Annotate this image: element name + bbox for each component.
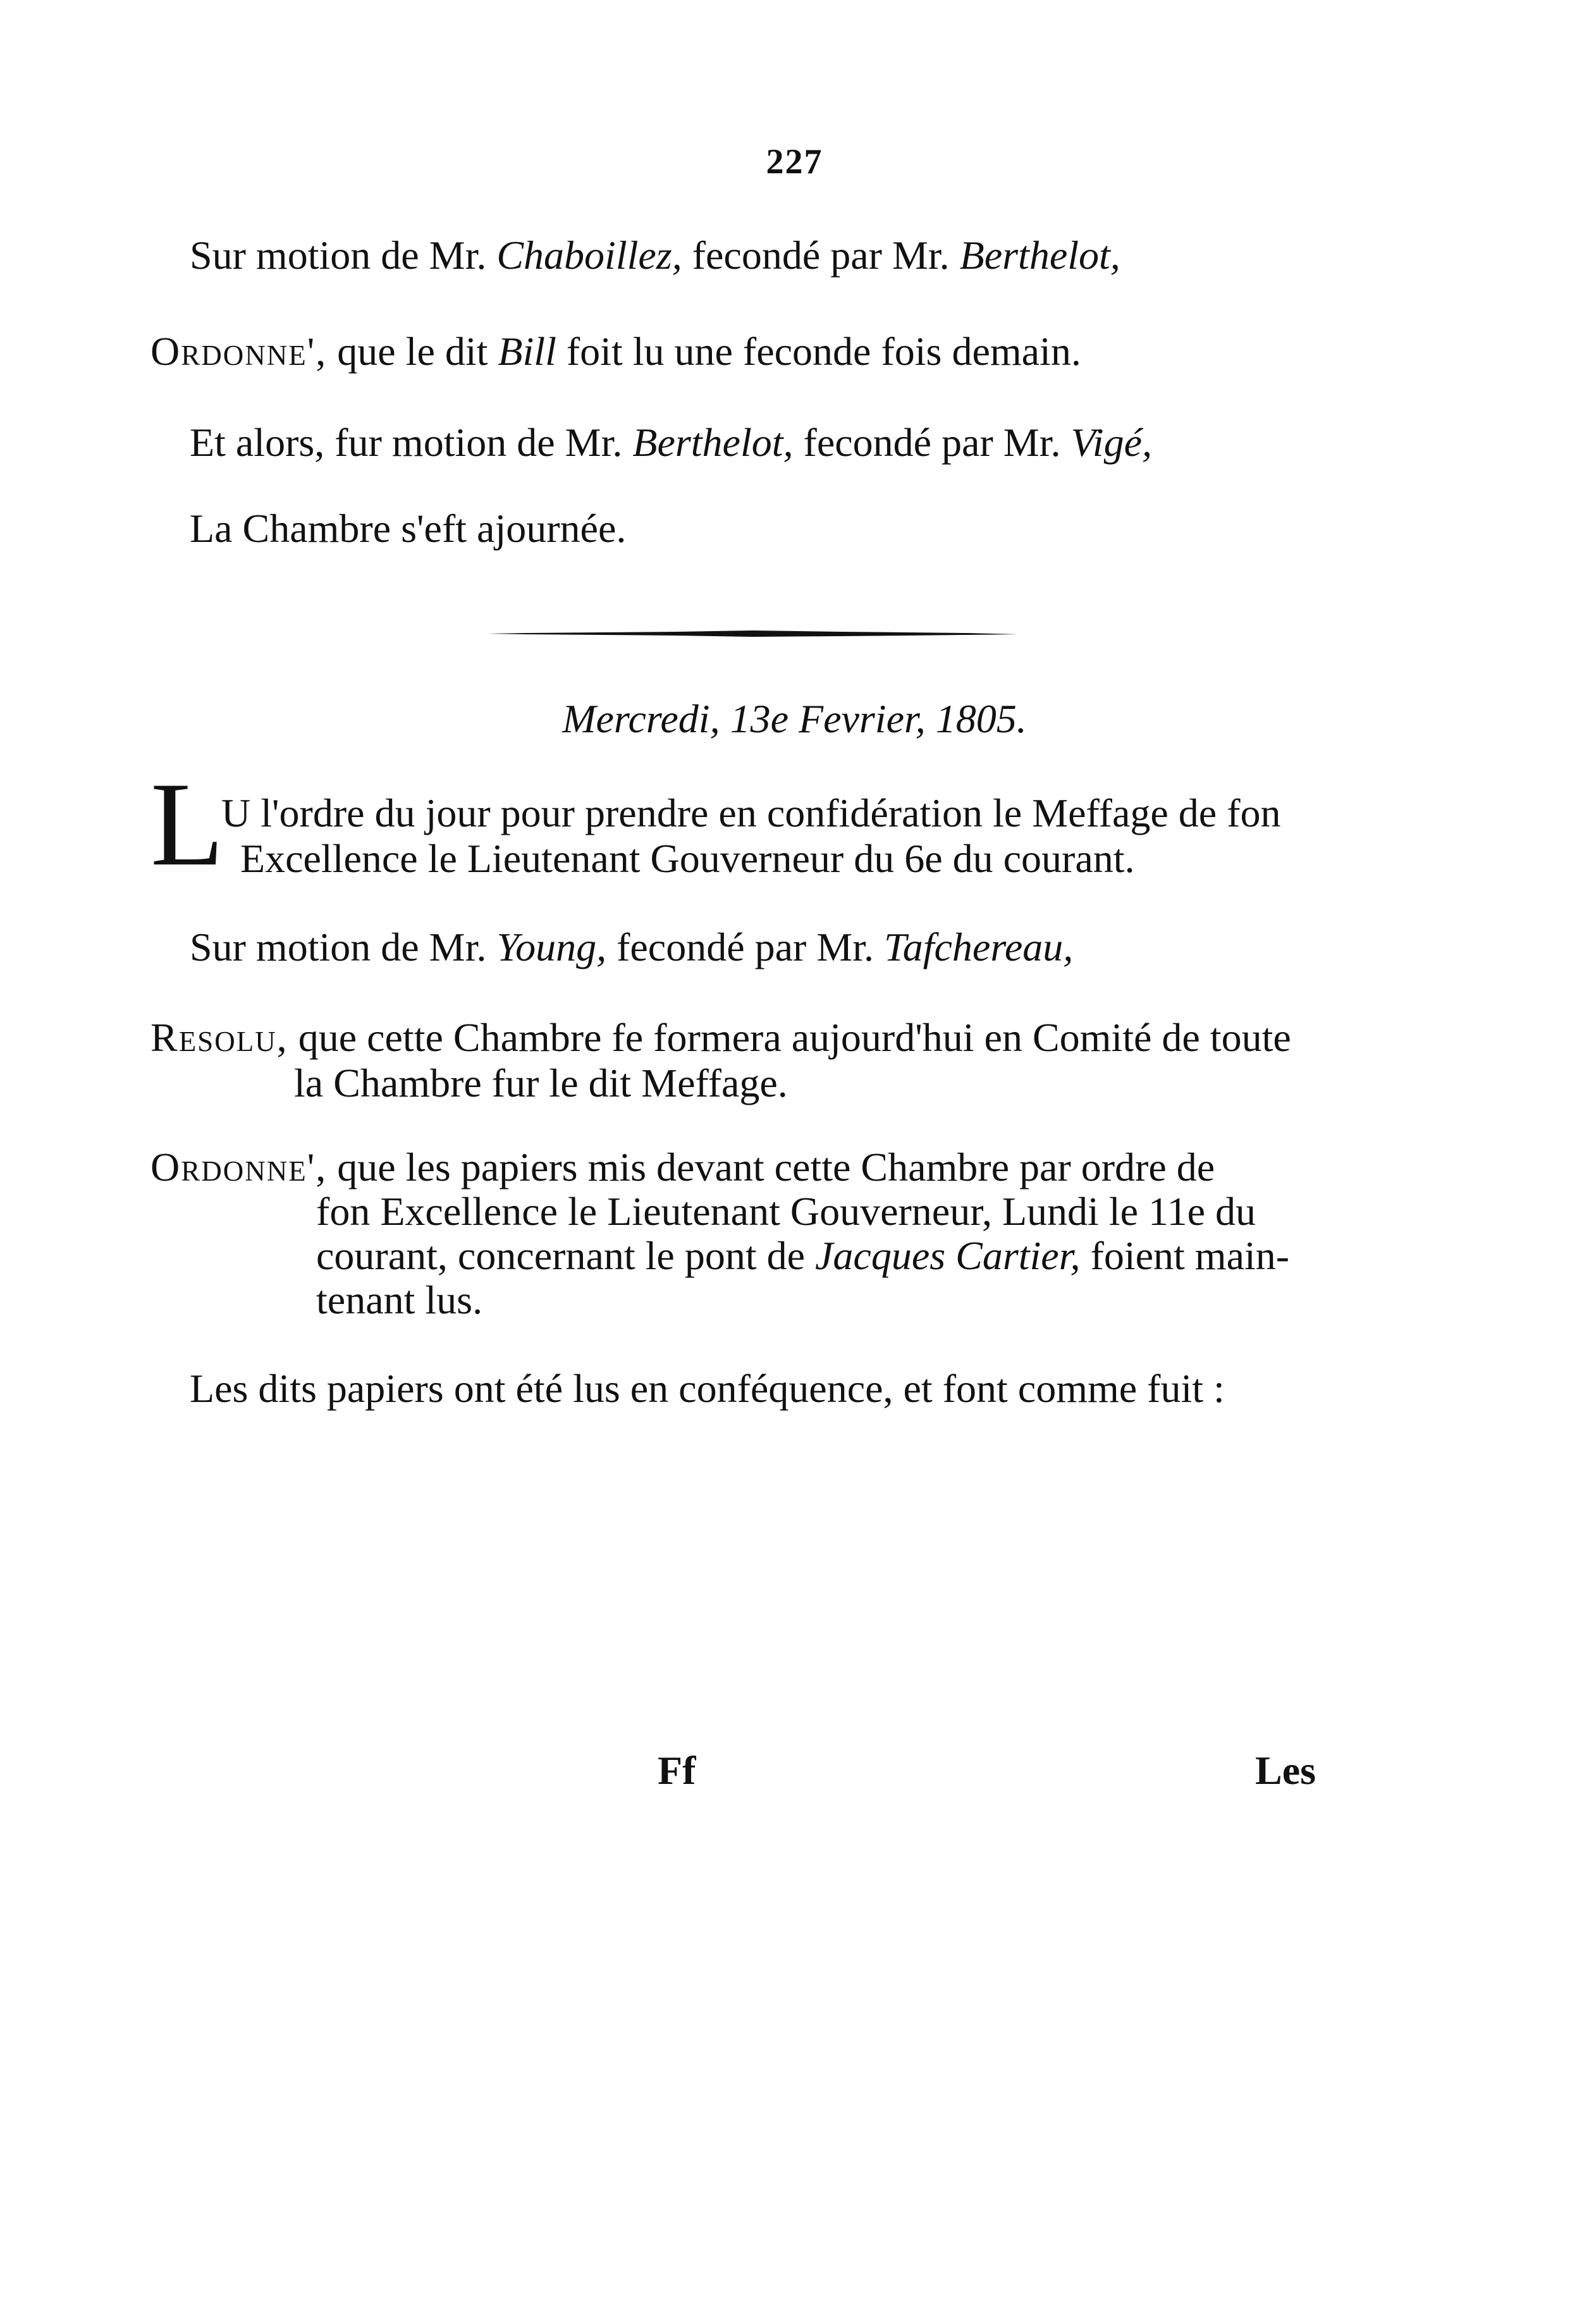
order2-line-4: tenant lus.: [316, 1277, 483, 1322]
mover-name: Young,: [496, 925, 607, 969]
resolved-keyword: Resolu,: [150, 1015, 288, 1060]
bridge-name: Jacques Cartier,: [815, 1233, 1081, 1278]
motion-prefix: Sur motion de Mr.: [190, 925, 497, 969]
adjourn-line: La Chambre s'eft ajournée.: [190, 506, 627, 551]
order-text-before: que le dit: [327, 329, 498, 374]
section-divider-rule: [487, 628, 1018, 639]
seconder-name: Vigé,: [1071, 420, 1152, 465]
motion-line-3: [190, 925, 1073, 970]
motion-prefix: Sur motion de Mr.: [190, 233, 497, 278]
date-heading: Mercredi, 13e Fevrier, 1805.: [562, 696, 1027, 741]
order2-keyword: Ordonne',: [150, 1145, 328, 1190]
catchword: Les: [1255, 1748, 1316, 1793]
motion-line-1: [190, 233, 1120, 278]
seconder-name: Tafchereau,: [884, 925, 1074, 969]
signature-mark: Ff: [658, 1748, 696, 1793]
order2-text: courant, concernant le pont de: [316, 1233, 815, 1278]
drop-cap: L: [150, 758, 224, 891]
seconder-name: Berthelot,: [959, 233, 1120, 278]
closing-line: Les dits papiers ont été lus en conféquence, et font comme fuit :: [190, 1366, 1225, 1411]
order2-line-2: fon Excellence le Lieutenant Gouverneur, Lundi le 11e du: [316, 1189, 1256, 1234]
resolved-text: que cette Chambre fe formera aujourd'hui en Comité de toute: [288, 1015, 1291, 1060]
order2-line-1: [150, 1145, 1215, 1190]
order2-text: que les papiers mis devant cette Chambre par ordre de: [327, 1145, 1215, 1190]
resolved-line-2: la Chambre fur le dit Meffage.: [294, 1061, 788, 1105]
page-number: 227: [766, 142, 823, 181]
mover-name: Chaboillez,: [496, 233, 682, 278]
order-line: [150, 329, 1081, 374]
motion-prefix: Et alors, fur motion de Mr.: [190, 420, 633, 465]
para1-line1: U l'ordre du jour pour prendre en confidération le Meffage de fon: [221, 790, 1281, 835]
resolved-line-1: [150, 1015, 1291, 1061]
motion-middle: fecondé par Mr.: [793, 420, 1071, 465]
bill-name: Bill: [498, 329, 556, 374]
order2-text: foient main-: [1080, 1233, 1290, 1278]
motion-line-2: [190, 420, 1152, 465]
motion-middle: fecondé par Mr.: [606, 925, 884, 969]
motion-middle: fecondé par Mr.: [682, 233, 960, 278]
order-keyword: Ordonne',: [150, 329, 328, 374]
mover-name: Berthelot,: [632, 420, 794, 465]
order-text-after: foit lu une feconde fois demain.: [556, 329, 1081, 374]
order2-line-3: [316, 1233, 1289, 1279]
para1-line2: Excellence le Lieutenant Gouverneur du 6e du courant.: [240, 836, 1135, 881]
